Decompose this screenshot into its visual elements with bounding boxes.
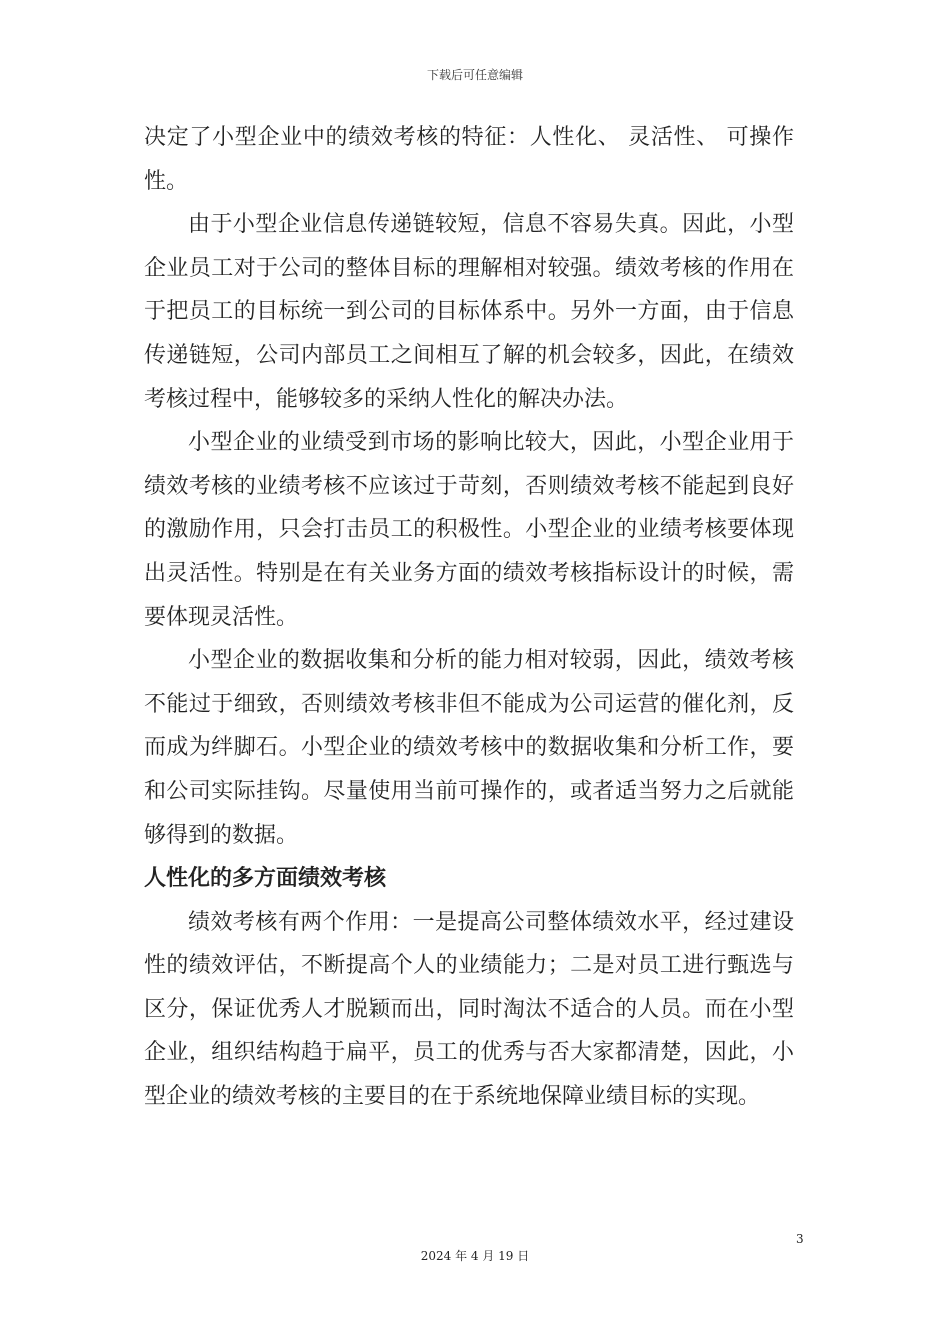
paragraph-market-flexibility: 小型企业的业绩受到市场的影响比较大，因此，小型企业用于绩效考核的业绩考核不应该过于苛刻，否则绩效考核不能起到良好的激励作用，只会打击员工的积极性。小型企业的业绩考核要体现出灵活性。特别是在有关业务方面的绩效考核指标设计的时候，需要体现灵活性。 bbox=[144, 430, 794, 630]
paragraph-info-chain: 由于小型企业信息传递链较短，信息不容易失真。因此，小型企业员工对于公司的整体目标的理解相对较强。绩效考核的作用在于把员工的目标统一到公司的目标体系中。另外一方面，由于信息传递链短，公司内部员工之间相互了解的机会较多，因此，在绩效考核过程中，能够较多的采纳人性化的解决办法。 bbox=[144, 212, 794, 412]
page-footer-date: 2024 年 4 月 19 日 bbox=[420, 1249, 530, 1263]
page-header: 下载后可任意编辑 bbox=[426, 68, 523, 82]
page-number: 3 bbox=[796, 1232, 804, 1246]
paragraph-data-collection: 小型企业的数据收集和分析的能力相对较弱，因此，绩效考核不能过于细致，否则绩效考核非但不能成为公司运营的催化剂，反而成为绊脚石。小型企业的绩效考核中的数据收集和分析工作，要和公司实际挂钩。尽量使用当前可操作的，或者适当努力之后就能够得到的数据。 bbox=[144, 648, 794, 848]
section-heading: 人性化的多方面绩效考核 bbox=[144, 866, 387, 892]
body-content bbox=[144, 116, 794, 1119]
paragraph-two-roles: 绩效考核有两个作用：一是提高公司整体绩效水平，经过建设性的绩效评估，不断提高个人的业绩能力；二是对员工进行甄选与区分，保证优秀人才脱颖而出，同时淘汰不适合的人员。而在小型企业，组织结构趋于扁平，员工的优秀与否大家都清楚，因此，小型企业的绩效考核的主要目的在于系统地保障业绩目标的实现。 bbox=[144, 909, 794, 1110]
paragraph-continuation: 决定了小型企业中的绩效考核的特征：人性化、 灵活性、 可操作性。 bbox=[144, 125, 794, 194]
